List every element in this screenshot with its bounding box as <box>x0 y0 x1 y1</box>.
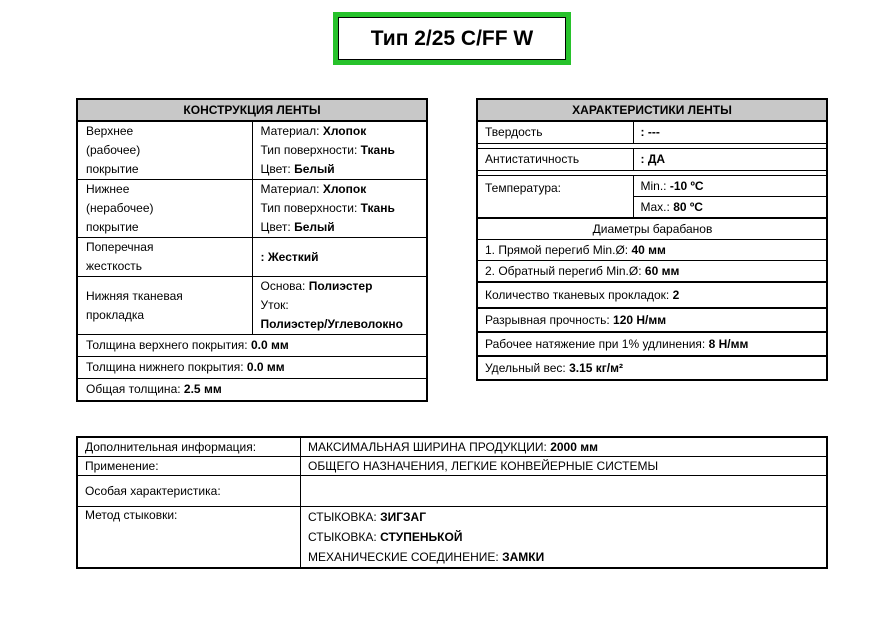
temperature-row: Температура: Min.: -10 ºC <box>477 176 827 197</box>
characteristics-table <box>476 98 828 381</box>
strength-row: Разрывная прочность: 120 Н/мм <box>477 308 827 332</box>
drum-direct-row: 1. Прямой перегиб Min.Ø: 40 мм <box>477 240 827 261</box>
title-frame <box>333 12 571 65</box>
lower-cover-values: Материал: Хлопок Тип поверхности: Ткань Цвет: Белый <box>252 180 427 238</box>
construction-table <box>76 98 428 402</box>
upper-cover-row <box>77 121 427 180</box>
antistatic-row: Антистатичность : ДА <box>477 149 827 171</box>
weight-row: Удельный вес: 3.15 кг/м² <box>477 356 827 380</box>
total-thickness-row: Общая толщина: 2.5 мм <box>77 379 427 402</box>
hardness-row: Твердость : --- <box>477 121 827 144</box>
page-title: Тип 2/25 C/FF W <box>338 17 566 60</box>
special-row: Особая характеристика: <box>77 476 827 507</box>
stiffness-row <box>77 238 427 277</box>
bottom-thickness-row: Толщина нижнего покрытия: 0.0 мм <box>77 357 427 379</box>
application-row: Применение: ОБЩЕГО НАЗНАЧЕНИЯ, ЛЕГКИЕ КОНВЕЙЕРНЫЕ СИСТЕМЫ <box>77 457 827 476</box>
upper-cover-values: Материал: Хлопок Тип поверхности: Ткань Цвет: Белый <box>252 121 427 180</box>
stiffness-label: Поперечная жесткость <box>77 238 252 277</box>
fabric-ply-values: Основа: Полиэстер Уток: Полиэстер/Углеволокно <box>252 277 427 335</box>
drum-header-row: Диаметры барабанов <box>477 218 827 240</box>
tension-row: Рабочее натяжение при 1% удлинения: 8 Н/мм <box>477 332 827 356</box>
stiffness-value: : Жесткий <box>252 238 427 277</box>
construction-header: КОНСТРУКЦИЯ ЛЕНТЫ <box>77 99 427 121</box>
temperature-max-row: Max.: 80 ºC <box>477 197 827 219</box>
lower-cover-label: Нижнее (нерабочее) покрытие <box>77 180 252 238</box>
upper-cover-label: Верхнее (рабочее) покрытие <box>77 121 252 180</box>
characteristics-header: ХАРАКТЕРИСТИКИ ЛЕНТЫ <box>477 99 827 121</box>
fabric-ply-label: Нижняя тканевая прокладка <box>77 277 252 335</box>
additional-info-table <box>76 436 828 569</box>
top-thickness-row: Толщина верхнего покрытия: 0.0 мм <box>77 335 427 357</box>
plies-row: Количество тканевых прокладок: 2 <box>477 282 827 308</box>
splice-row: Метод стыковки: СТЫКОВКА: ЗИГЗАГ СТЫКОВКА: СТУПЕНЬКОЙ МЕХАНИЧЕСКИЕ СОЕДИНЕНИЕ: ЗАМКИ <box>77 507 827 569</box>
fabric-ply-row <box>77 277 427 335</box>
lower-cover-row <box>77 180 427 238</box>
drum-reverse-row: 2. Обратный перегиб Min.Ø: 60 мм <box>477 261 827 283</box>
info-row: Дополнительная информация: МАКСИМАЛЬНАЯ ШИРИНА ПРОДУКЦИИ: 2000 мм <box>77 437 827 457</box>
